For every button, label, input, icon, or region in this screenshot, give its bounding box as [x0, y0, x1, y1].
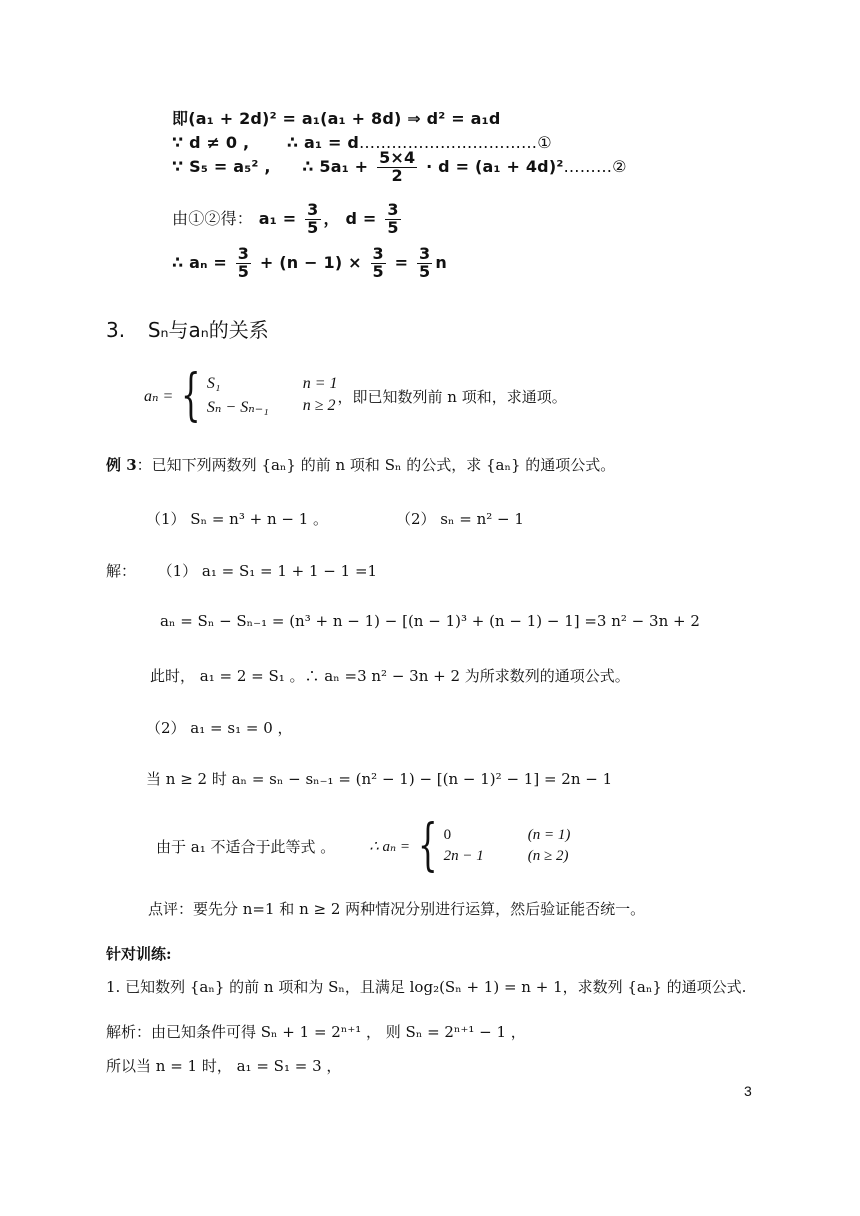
- middle: + (n − 1) ×: [259, 252, 362, 272]
- training-a1: [106, 1021, 526, 1042]
- piecewise-formula: [144, 363, 567, 428]
- condition: d ≠ 0 ,: [189, 133, 250, 152]
- solution-step-1: （1） a₁ = S₁ = 1 + 1 − 1 =1: [157, 562, 378, 580]
- training-title: [106, 943, 172, 964]
- derive-text: 由①②得：: [172, 208, 254, 228]
- solution-line-2: [160, 612, 700, 630]
- numerator: 3: [372, 244, 384, 263]
- because-symbol: ∵: [172, 133, 184, 152]
- equation-line-1: [172, 106, 501, 129]
- expr-pre: 5a₁ +: [319, 156, 369, 176]
- solution-line-6: [156, 813, 571, 878]
- tail: n: [435, 252, 447, 272]
- prefix-ji: 即: [172, 109, 189, 128]
- solution-step-4: （2） a₁ = s₁ = 0 ，: [146, 719, 293, 737]
- example-part-2: [396, 508, 524, 529]
- training-q1: [106, 976, 746, 997]
- example-label: 例 3: [106, 456, 137, 474]
- separator: ，: [323, 208, 340, 228]
- denominator: 5: [419, 261, 431, 281]
- solution-line-5: [146, 768, 612, 789]
- formula-desc: ，即已知数列前 n 项和，求通项。: [337, 387, 567, 406]
- solution-step-6-lhs: ∴ aₙ =: [369, 838, 411, 855]
- solution-step-5: 当 n ≥ 2 时 aₙ = sₙ − sₙ₋₁ = (n² − 1) − [(n − 1)² − 1] = 2n − 1: [146, 770, 613, 788]
- denominator: 5: [387, 217, 399, 237]
- fraction: [385, 202, 400, 237]
- equation-line-3: [172, 150, 627, 185]
- training-a2-text: 所以当 n = 1 时， a₁ = S₁ = 3 ，: [106, 1057, 342, 1075]
- case-2-expr: 2n − 1: [443, 848, 484, 864]
- section-heading: [106, 314, 269, 343]
- fraction: [236, 246, 251, 281]
- case-1-cond: n = 1: [302, 375, 338, 392]
- case-2-cond: (n ≥ 2): [527, 848, 569, 864]
- solution-step-6-text: 由于 a₁ 不适合于此等式 。: [156, 837, 336, 856]
- section-number: 3.: [106, 318, 126, 342]
- numerator: 3: [419, 244, 431, 263]
- denominator: 5: [307, 217, 319, 237]
- training-title-text: 针对训练:: [106, 945, 172, 963]
- cases-block: [173, 363, 338, 428]
- eq-1: (a₁ + 2d)² = a₁(a₁ + 8d) ⇒ d² = a₁d: [188, 109, 501, 128]
- fraction: [417, 246, 432, 281]
- example-part-1: [146, 508, 328, 529]
- fraction: [371, 246, 386, 281]
- numerator: 3: [307, 200, 319, 219]
- cases-grid: [444, 827, 571, 865]
- result: a₁ = d: [304, 133, 360, 152]
- page-number-text: 3: [744, 1083, 752, 1099]
- fraction: [305, 202, 320, 237]
- numerator: 3: [387, 200, 399, 219]
- equals: =: [394, 252, 409, 272]
- example-line: [106, 454, 615, 475]
- therefore-symbol: ∴: [302, 156, 314, 176]
- comment-line: [148, 898, 645, 919]
- because-symbol: ∵: [172, 156, 184, 176]
- fraction: [377, 150, 417, 185]
- cases-block: [410, 813, 571, 878]
- solution-step-2: aₙ = Sₙ − Sₙ₋₁ = (n³ + n − 1) − [(n − 1)³ + (n − 1) − 1] =3 n² − 3n + 2: [160, 612, 700, 630]
- lhs: ∴ aₙ =: [172, 252, 227, 272]
- case-1-expr: S₁: [206, 375, 221, 392]
- training-q1-text: 1. 已知数列 {aₙ} 的前 n 项和为 Sₙ，且满足 log₂(Sₙ + 1) = n + 1，求数列 {aₙ} 的通项公式.: [106, 978, 747, 996]
- example-text: ：已知下列两数列 {aₙ} 的前 n 项和 Sₙ 的公式，求 {aₙ} 的通项公式。: [136, 456, 616, 474]
- solution-label: 解：: [106, 562, 137, 580]
- case-2-expr: Sₙ − Sₙ₋₁: [206, 399, 269, 416]
- training-a2: [106, 1055, 341, 1076]
- numerator: 5×4: [379, 148, 416, 167]
- equation-line-5: [172, 246, 447, 281]
- left-brace: {: [418, 813, 438, 878]
- training-a1-text: 解析：由已知条件可得 Sₙ + 1 = 2ⁿ⁺¹ ， 则 Sₙ = 2ⁿ⁺¹ − 1 ，: [106, 1023, 526, 1041]
- denominator: 5: [237, 261, 250, 281]
- numerator: 3: [237, 244, 250, 263]
- a1-lhs: a₁ =: [258, 208, 297, 228]
- denominator: 5: [372, 261, 384, 281]
- formula-lhs: aₙ =: [144, 388, 174, 405]
- solution-line-1: [106, 560, 377, 581]
- page-number: [744, 1083, 752, 1099]
- left-brace: {: [181, 363, 201, 428]
- case-1-expr: 0: [443, 827, 452, 843]
- case-2-cond: n ≥ 2: [302, 397, 336, 414]
- solution-step-3: 此时， a₁ = 2 = S₁ 。∴ aₙ =3 n² − 3n + 2 为所求数列的通项公式。: [150, 667, 630, 685]
- part-2-text: （2） sₙ = n² − 1: [396, 510, 524, 528]
- condition: S₅ = a₅² ,: [189, 156, 271, 176]
- solution-line-4: [146, 717, 293, 738]
- d-lhs: d =: [345, 208, 377, 228]
- cases-grid: [207, 375, 338, 417]
- denominator: 2: [377, 167, 417, 185]
- equation-line-4: [172, 202, 404, 237]
- solution-line-3: [150, 665, 630, 686]
- part-1-text: （1） Sₙ = n³ + n − 1 。: [146, 510, 329, 528]
- leader-dots: ……………………………①: [359, 133, 552, 152]
- comment-text: 点评：要先分 n=1 和 n ≥ 2 两种情况分别进行运算，然后验证能否统一。: [148, 900, 646, 918]
- leader-dots: ………②: [563, 156, 627, 176]
- therefore-symbol: ∴: [286, 133, 299, 152]
- case-1-cond: (n = 1): [527, 827, 571, 843]
- expr-post: · d = (a₁ + 4d)²: [426, 156, 564, 176]
- section-title: Sₙ与aₙ的关系: [147, 318, 269, 342]
